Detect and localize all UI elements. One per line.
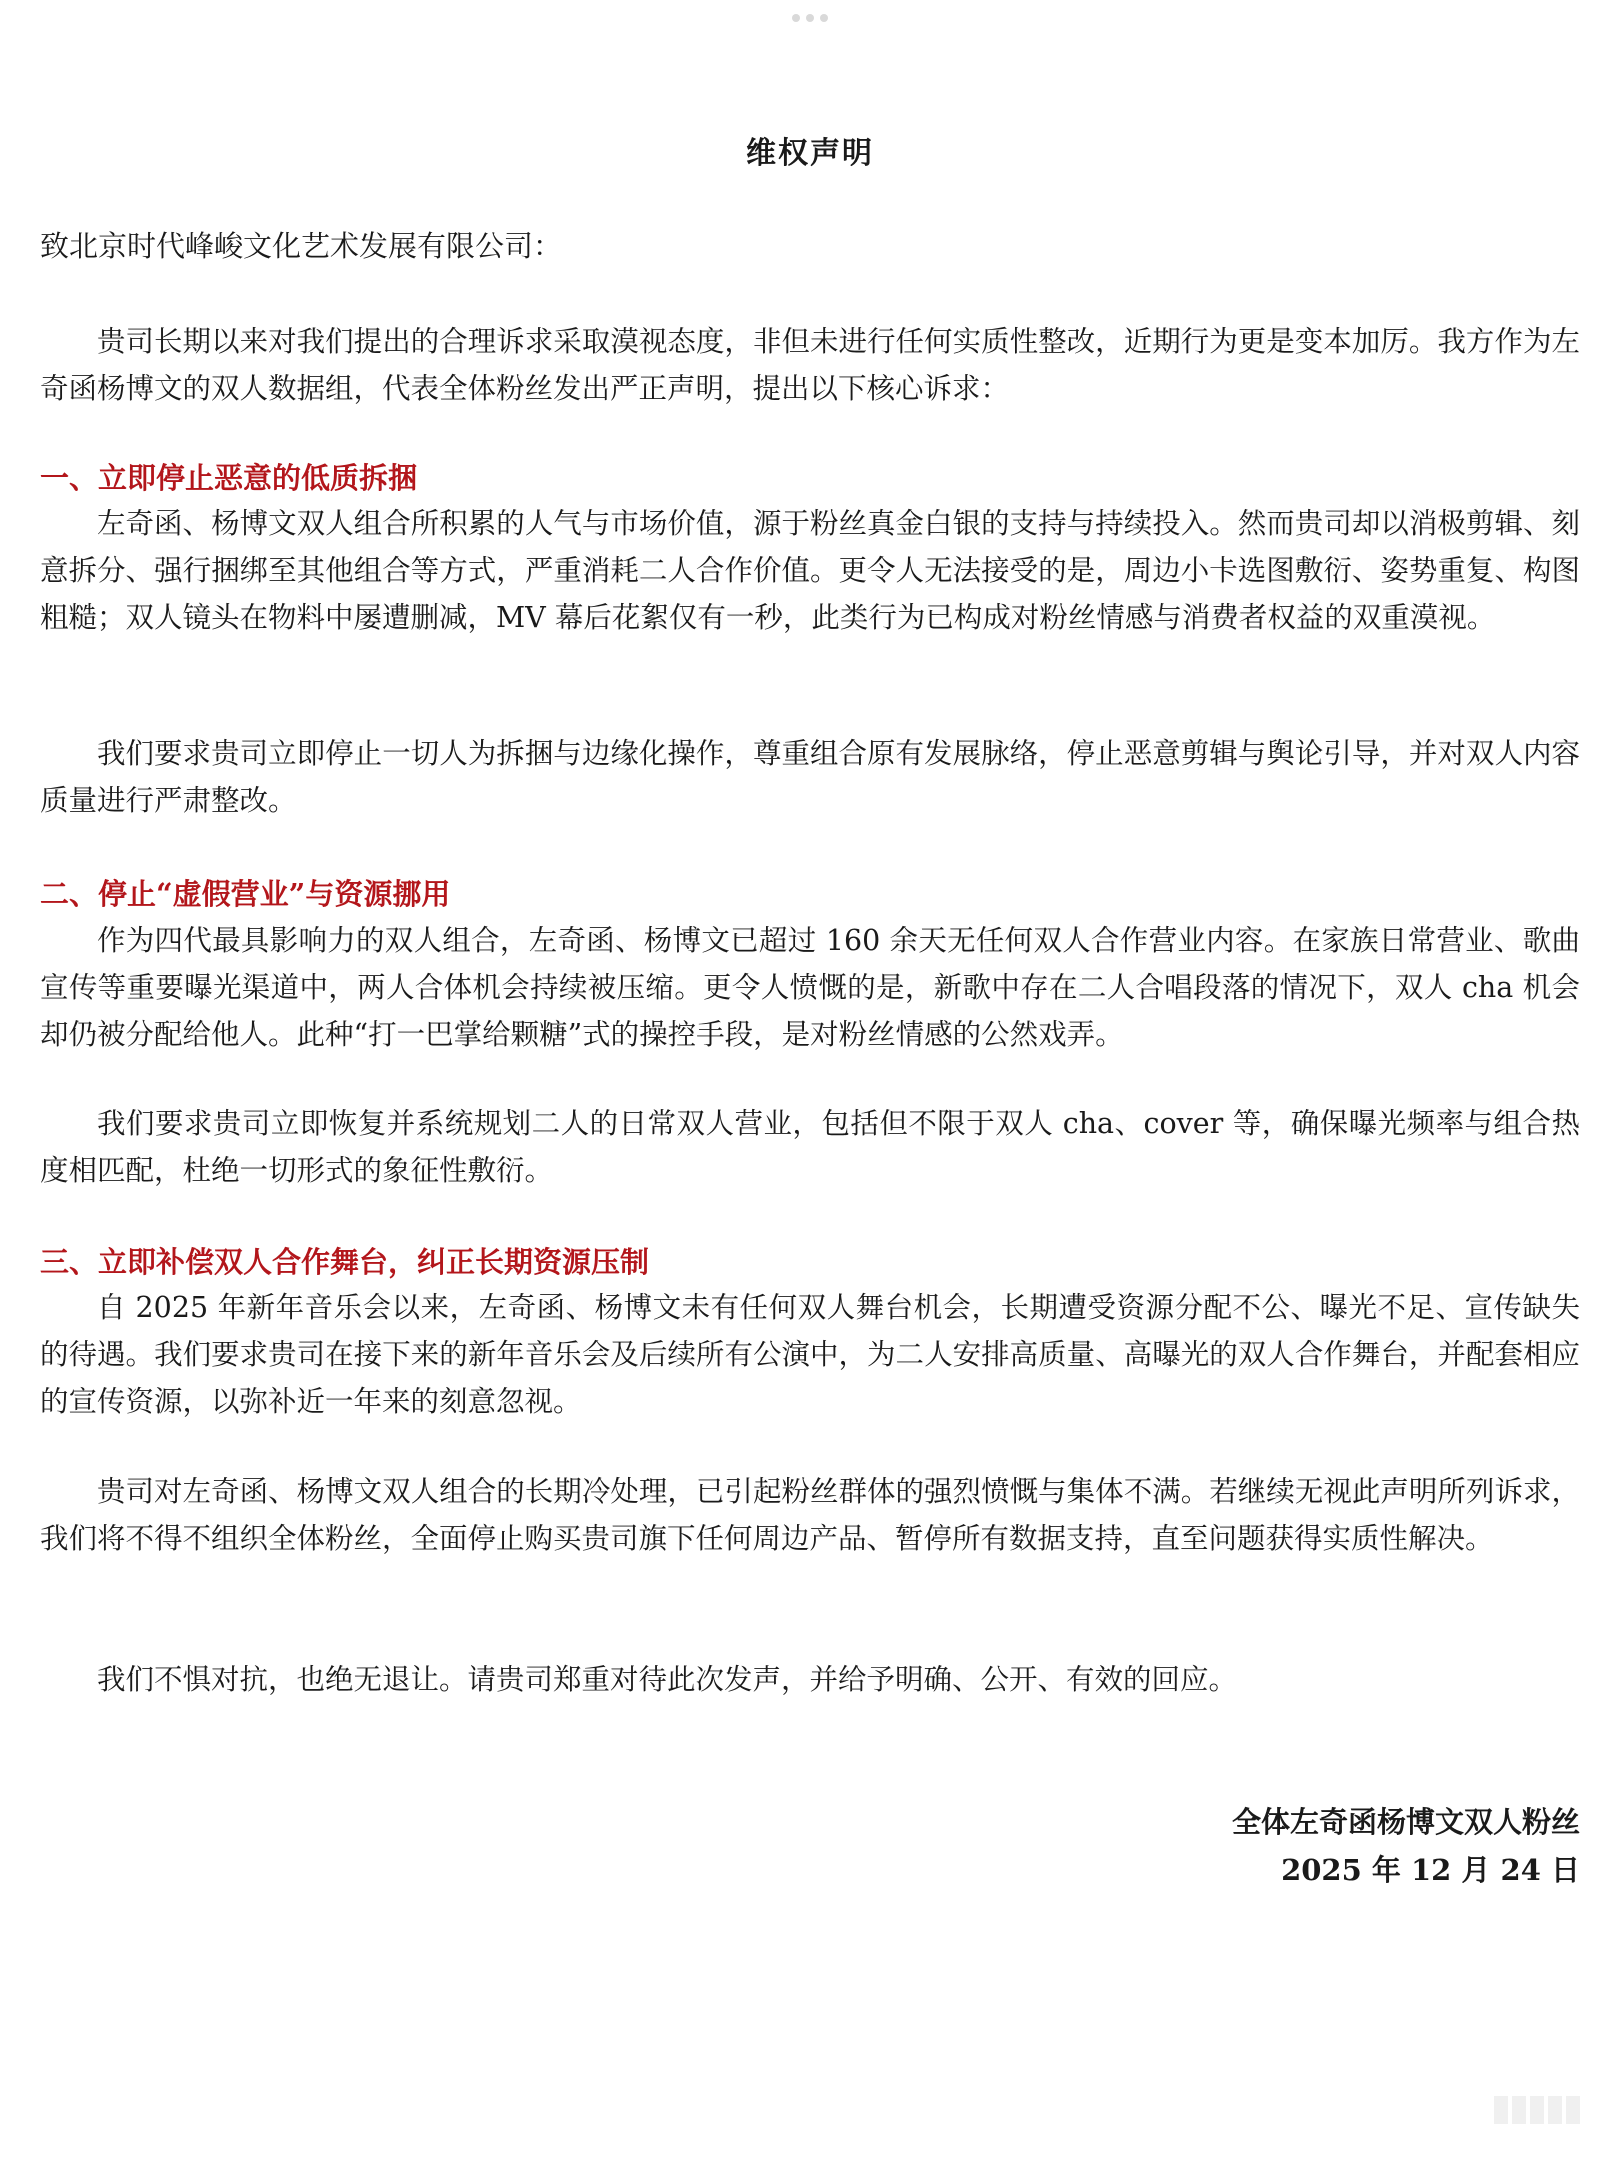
section-2-paragraph-1: 作为四代最具影响力的双人组合，左奇函、杨博文已超过 160 余天无任何双人合作营业内容。在家族日常营业、歌曲宣传等重要曝光渠道中，两人合体机会持续被压缩。更令人愤慨的是，新歌中存在二人合唱段落的情况下，双人 cha 机会却仍被分配给他人。此种“打一巴掌给颗糖”式的操控手段，是对粉丝情感的公然戏弄。 [40,924,1580,1051]
watermark-bars [1494,2096,1580,2124]
intro-paragraph: 贵司长期以来对我们提出的合理诉求采取漠视态度，非但未进行任何实质性整改，近期行为更是变本加厉。我方作为左奇函杨博文的双人数据组，代表全体粉丝发出严正声明，提出以下核心诉求： [40,325,1580,405]
page-dot [820,14,828,22]
section-1-paragraph-2: 我们要求贵司立即停止一切人为拆捆与边缘化操作，尊重组合原有发展脉络，停止恶意剪辑与舆论引导，并对双人内容质量进行严肃整改。 [40,737,1580,817]
page-dot [792,14,800,22]
section-1-paragraph-1: 左奇函、杨博文双人组合所积累的人气与市场价值，源于粉丝真金白银的支持与持续投入。然而贵司却以消极剪辑、刻意拆分、强行捆绑至其他组合等方式，严重消耗二人合作价值。更令人无法接受的是，周边小卡选图敷衍、姿势重复、构图粗糙；双人镜头在物料中屡遭删减，MV 幕后花絮仅有一秒，此类行为已构成对粉丝情感与消费者权益的双重漠视。 [40,507,1580,634]
section-1-heading: 一、立即停止恶意的低质拆捆 [40,461,418,495]
section-3-paragraph-1: 自 2025 年新年音乐会以来，左奇函、杨博文未有任何双人舞台机会，长期遭受资源分配不公、曝光不足、宣传缺失的待遇。我们要求贵司在接下来的新年音乐会及后续所有公演中，为二人安排高质量、高曝光的双人合作舞台，并配套相应的宣传资源，以弥补近一年来的刻意忽视。 [40,1291,1580,1418]
page-dot [806,14,814,22]
closing-paragraph: 我们不惧对抗，也绝无退让。请贵司郑重对待此次发声，并给予明确、公开、有效的回应。 [97,1663,1238,1696]
page-indicator [0,14,1620,22]
salutation: 致北京时代峰峻文化艺术发展有限公司： [40,229,563,263]
section-3-heading: 三、立即补偿双人合作舞台，纠正长期资源压制 [40,1245,650,1279]
signature: 全体左奇函杨博文双人粉丝 [1231,1805,1580,1839]
document-title: 维权声明 [746,136,874,171]
section-2-heading: 二、停止“虚假营业”与资源挪用 [40,877,451,911]
section-3-paragraph-2: 贵司对左奇函、杨博文双人组合的长期冷处理，已引起粉丝群体的强烈愤慨与集体不满。若继续无视此声明所列诉求，我们将不得不组织全体粉丝，全面停止购买贵司旗下任何周边产品、暂停所有数据支持，直至问题获得实质性解决。 [40,1475,1580,1555]
section-2-paragraph-2: 我们要求贵司立即恢复并系统规划二人的日常双人营业，包括但不限于双人 cha、cover 等，确保曝光频率与组合热度相匹配，杜绝一切形式的象征性敷衍。 [40,1107,1580,1187]
signature-date: 2025 年 12 月 24 日 [1281,1853,1580,1887]
